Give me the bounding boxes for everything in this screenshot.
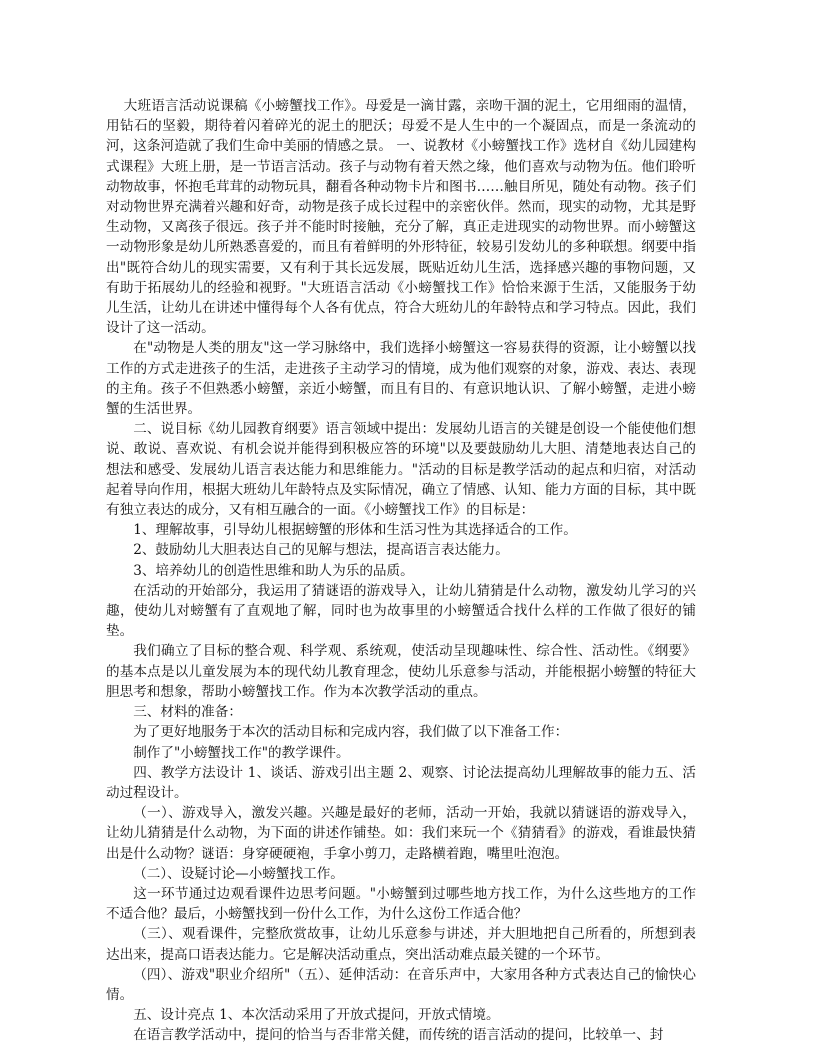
paragraph-objective-2: 2、鼓励幼儿大胆表达自己的见解与想法，提高语言表达能力。 [133,542,509,559]
paragraph-step-1: （一）、游戏导入，激发兴趣。兴趣是最好的老师，活动一开始，我就以猜谜语的游戏导入，让幼儿猜猜是什么动物，为下面的讲述作铺垫。如：我们来玩一个《猜猜看》的游戏，看谁最快猜出是什么动物？谜语：身穿硬硬袍，手拿小剪刀，走路横着跑，嘴里吐泡泡。 [106,805,696,862]
paragraph-objectives-intro: 二、说目标《幼儿园教育纲要》语言领域中提出：发展幼儿语言的关键是创设一个能使他们想说、敢说、喜欢说、有机会说并能得到积极应答的环境"以及要鼓励幼儿大胆、清楚地表达自己的想法和感受、发展幼儿语言表达能力和思维能力。"活动的目标是教学活动的起点和归宿，对活动起着导向作用，根据大班幼儿年龄特点及实际情况，确立了情感、认知、能力方面的目标，其中既有独立表达的成分，又有相互融合的一面。《小螃蟹找工作》的目标是： [106,421,696,519]
paragraph-objective-1: 1、理解故事，引导幼儿根据螃蟹的形体和生活习性为其选择适合的工作。 [133,522,577,539]
paragraph-materials-item: 制作了"小螃蟹找工作"的教学课件。 [133,744,350,761]
paragraph-highlights: 五、设计亮点 1、本次活动采用了开放式提问，开放式情境。 [133,1007,500,1024]
paragraph-methods: 四、教学方法设计 1、谈话、游戏引出主题 2、观察、讨论法提高幼儿理解故事的能力五、活动过程设计。 [106,764,696,801]
paragraph-learning-context: 在"动物是人类的朋友"这一学习脉络中，我们选择小螃蟹这一容易获得的资源，让小螃蟹以找工作的方式走进孩子的生活，走进孩子主动学习的情境，成为他们观察的对象，游戏、表达、表现的主角。孩子不但熟悉小螃蟹，亲近小螃蟹，而且有目的、有意识地认识、了解小螃蟹，走进小螃蟹的生活世界。 [106,340,696,418]
paragraph-objective-3: 3、培养幼儿的创造性思维和助人为乐的品质。 [133,562,414,579]
paragraph-step-3: （三）、观看课件，完整欣赏故事，让幼儿乐意参与讲述，并大胆地把自己所看的，所想到表达出来，提高口语表达能力。它是解决活动重点，突出活动难点最关键的一个环节。 [106,926,696,963]
paragraph-goal-focus: 我们确立了目标的整合观、科学观、系统观，使活动呈现趣味性、综合性、活动性。《纲要》的基本点是以儿童发展为本的现代幼儿教育理念，使幼儿乐意参与活动，并能根据小螃蟹的特征大胆思考和想象，帮助小螃蟹找工作。作为本次教学活动的重点。 [106,643,696,700]
paragraph-highlights-desc: 在语言教学活动中，提问的恰当与否非常关健，而传统的语言活动的提问，比较单一、封 [133,1027,664,1044]
paragraph-step-2-desc: 这一环节通过边观看课件边思考问题。"小螃蟹到过哪些地方找工作，为什么这些地方的工作不适合他？最后，小螃蟹找到一份什么工作，为什么这份工作适合他？ [106,885,696,923]
paragraph-materials-heading: 三、材料的准备： [133,704,242,721]
paragraph-intro: 大班语言活动说课稿《小螃蟹找工作》。母爱是一滴甘露，亲吻干涸的泥土，它用细雨的温情，用钻石的坚毅，期待着闪着碎光的泥土的肥沃；母爱不是人生中的一个凝固点，而是一条流动的河，这条河造就了我们生命中美丽的情感之景。 一、说教材《小螃蟹找工作》选材自《幼儿园建构式课程》大班上册，是一节语言活动。孩子与动物有着天然之缘，他们喜欢与动物为伍。他们聆听动物故事，怀抱毛茸茸的动物玩具，翻看各种动物卡片和图书……触目所见，随处有动物。孩子们对动物世界充满着兴趣和好奇，动物是孩子成长过程中的亲密伙伴。然而，现实的动物，尤其是野生动物，又离孩子很远。孩子并不能时时接触，充分了解，真正走进现实的动物世界。而小螃蟹这一动物形象是幼儿所熟悉喜爱的，而且有着鲜明的外形特征，较易引发幼儿的多种联想。纲要中指出"既符合幼儿的现实需要，又有利于其长远发展，既贴近幼儿生活，选择感兴趣的事物问题，又有助于拓展幼儿的经验和视野。"大班语言活动《小螃蟹找工作》恰恰来源于生活，又能服务于幼儿生活，让幼儿在讲述中懂得每个人各有优点，符合大班幼儿的年龄特点和学习特点。因此，我们设计了这一活动。 [106,98,696,337]
document-body [106,96,696,1046]
paragraph-materials-desc: 为了更好地服务于本次的活动目标和完成内容，我们做了以下准备工作： [133,724,569,741]
paragraph-step-4-5: （四）、游戏"职业介绍所"（五）、延伸活动：在音乐声中，大家用各种方式表达自己的愉快心情。 [106,966,696,1003]
paragraph-opening: 在活动的开始部分，我运用了猜谜语的游戏导入，让幼儿猜猜是什么动物，激发幼儿学习的兴趣，使幼儿对螃蟹有了直观地了解，同时也为故事里的小螃蟹适合找什么样的工作做了很好的铺垫。 [106,582,696,640]
paragraph-step-2: （二）、设疑讨论—小螃蟹找工作。 [133,865,344,882]
